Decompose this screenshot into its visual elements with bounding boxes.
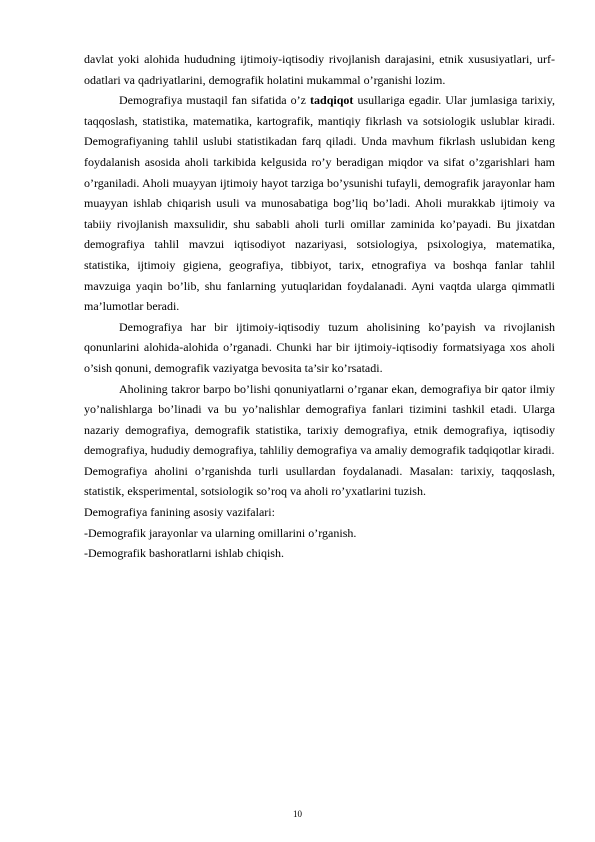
bold-term: tadqiqot xyxy=(310,93,354,108)
paragraph-methods: Demografiya aholini o’rganishda turli usullardan foydalanadi. Masalan: tarixiy, taqqoslash, statistik, eksperimental, sotsiologik so’roq va aholi ro’yxatlarini tuzish. xyxy=(84,463,555,499)
paragraph-social-system: Demografiya har bir ijtimoiy-iqtisodiy tuzum aholisining ko’payish va rivojlanish qonunlarini alohida-alohida o’rganadi. Chunki har bir ijtimoiy-iqtisodiy formatsiyaga xos aholi o’sish qonuni, demografik vaziyatga bevosita ta’sir ko’rsatadi. xyxy=(84,319,555,375)
list-item: -Demografik bashoratlarni ishlab chiqish. xyxy=(84,546,284,561)
paragraph-text: Demografiya mustaqil fan sifatida o’z xyxy=(119,93,311,108)
list-item: -Demografik jarayonlar va ularning omillarini o’rganish. xyxy=(84,525,357,540)
document-page xyxy=(84,49,555,564)
paragraph-text: usullariga egadir. Ular jumlasiga tarixiy, taqqoslash, statistika, matematika, kartografik, mantiqiy fikrlash va sotsiologik uslublar kiradi. Demografiyaning tahlil uslubi statistikadan farq qiladi. Unda mavhum fikrlash uslubidan keng foydalanish asosida aholi tarkibida kelgusida ro’y beradigan miqdor va sifat o’zgarishlari ham o’rganiladi. Aholi muayyan ijtimoiy hayot tarziga bo’ysunishi tufayli, demografik jarayonlar ham muayyan ishlab chiqarish usuli va munosabatiga bog’liq bo’ladi. Aholi murakkab ijtimoiy va tabiiy rivojlanish maxsulidir, shu sababli aholi turli omillar zaminida ko’payadi. Bu jixatdan demografiya tahlil mavzui iqtisodiyot nazariyasi, sotsiologiya, psixologiya, matematika, statistika, ijtimoiy gigiena, geografiya, tibbiyot, tarix, etnografiya va boshqa fanlar tahlil mavzuiga yaqin bo’lib, shu fanlarning yutuqlaridan foydalanadi. Ayni vaqtda ularga qimmatli ma’lumotlar beradi. xyxy=(84,93,555,314)
paragraph-scientific-branches: Aholining takror barpo bo’lishi qonuniyatlarni o’rganar ekan, demografiya bir qator ilmiy yo’nalishlarga bo’linadi va bu yo’nalishlar demografiya fanlari tizimini tashkil etadi. Ularga nazariy demografiya, demografik statistika, tarixiy demografiya, etnik demografiya, iqtisodiy demografiya, hududiy demografiya, tahliliy demografiya va amaliy demografik tadqiqotlar kiradi. xyxy=(84,381,555,458)
page-number: 10 xyxy=(293,809,302,819)
tasks-heading: Demografiya fanining asosiy vazifalari: xyxy=(84,505,275,520)
paragraph-continuation: davlat yoki alohida hududning ijtimoiy-iqtisodiy rivojlanish darajasini, etnik xususiyatlari, urf-odatlari va qadriyatlarini, demografik holatini mukammal o’rganishi lozim. xyxy=(84,52,555,87)
paragraph-research-methods xyxy=(84,90,555,317)
